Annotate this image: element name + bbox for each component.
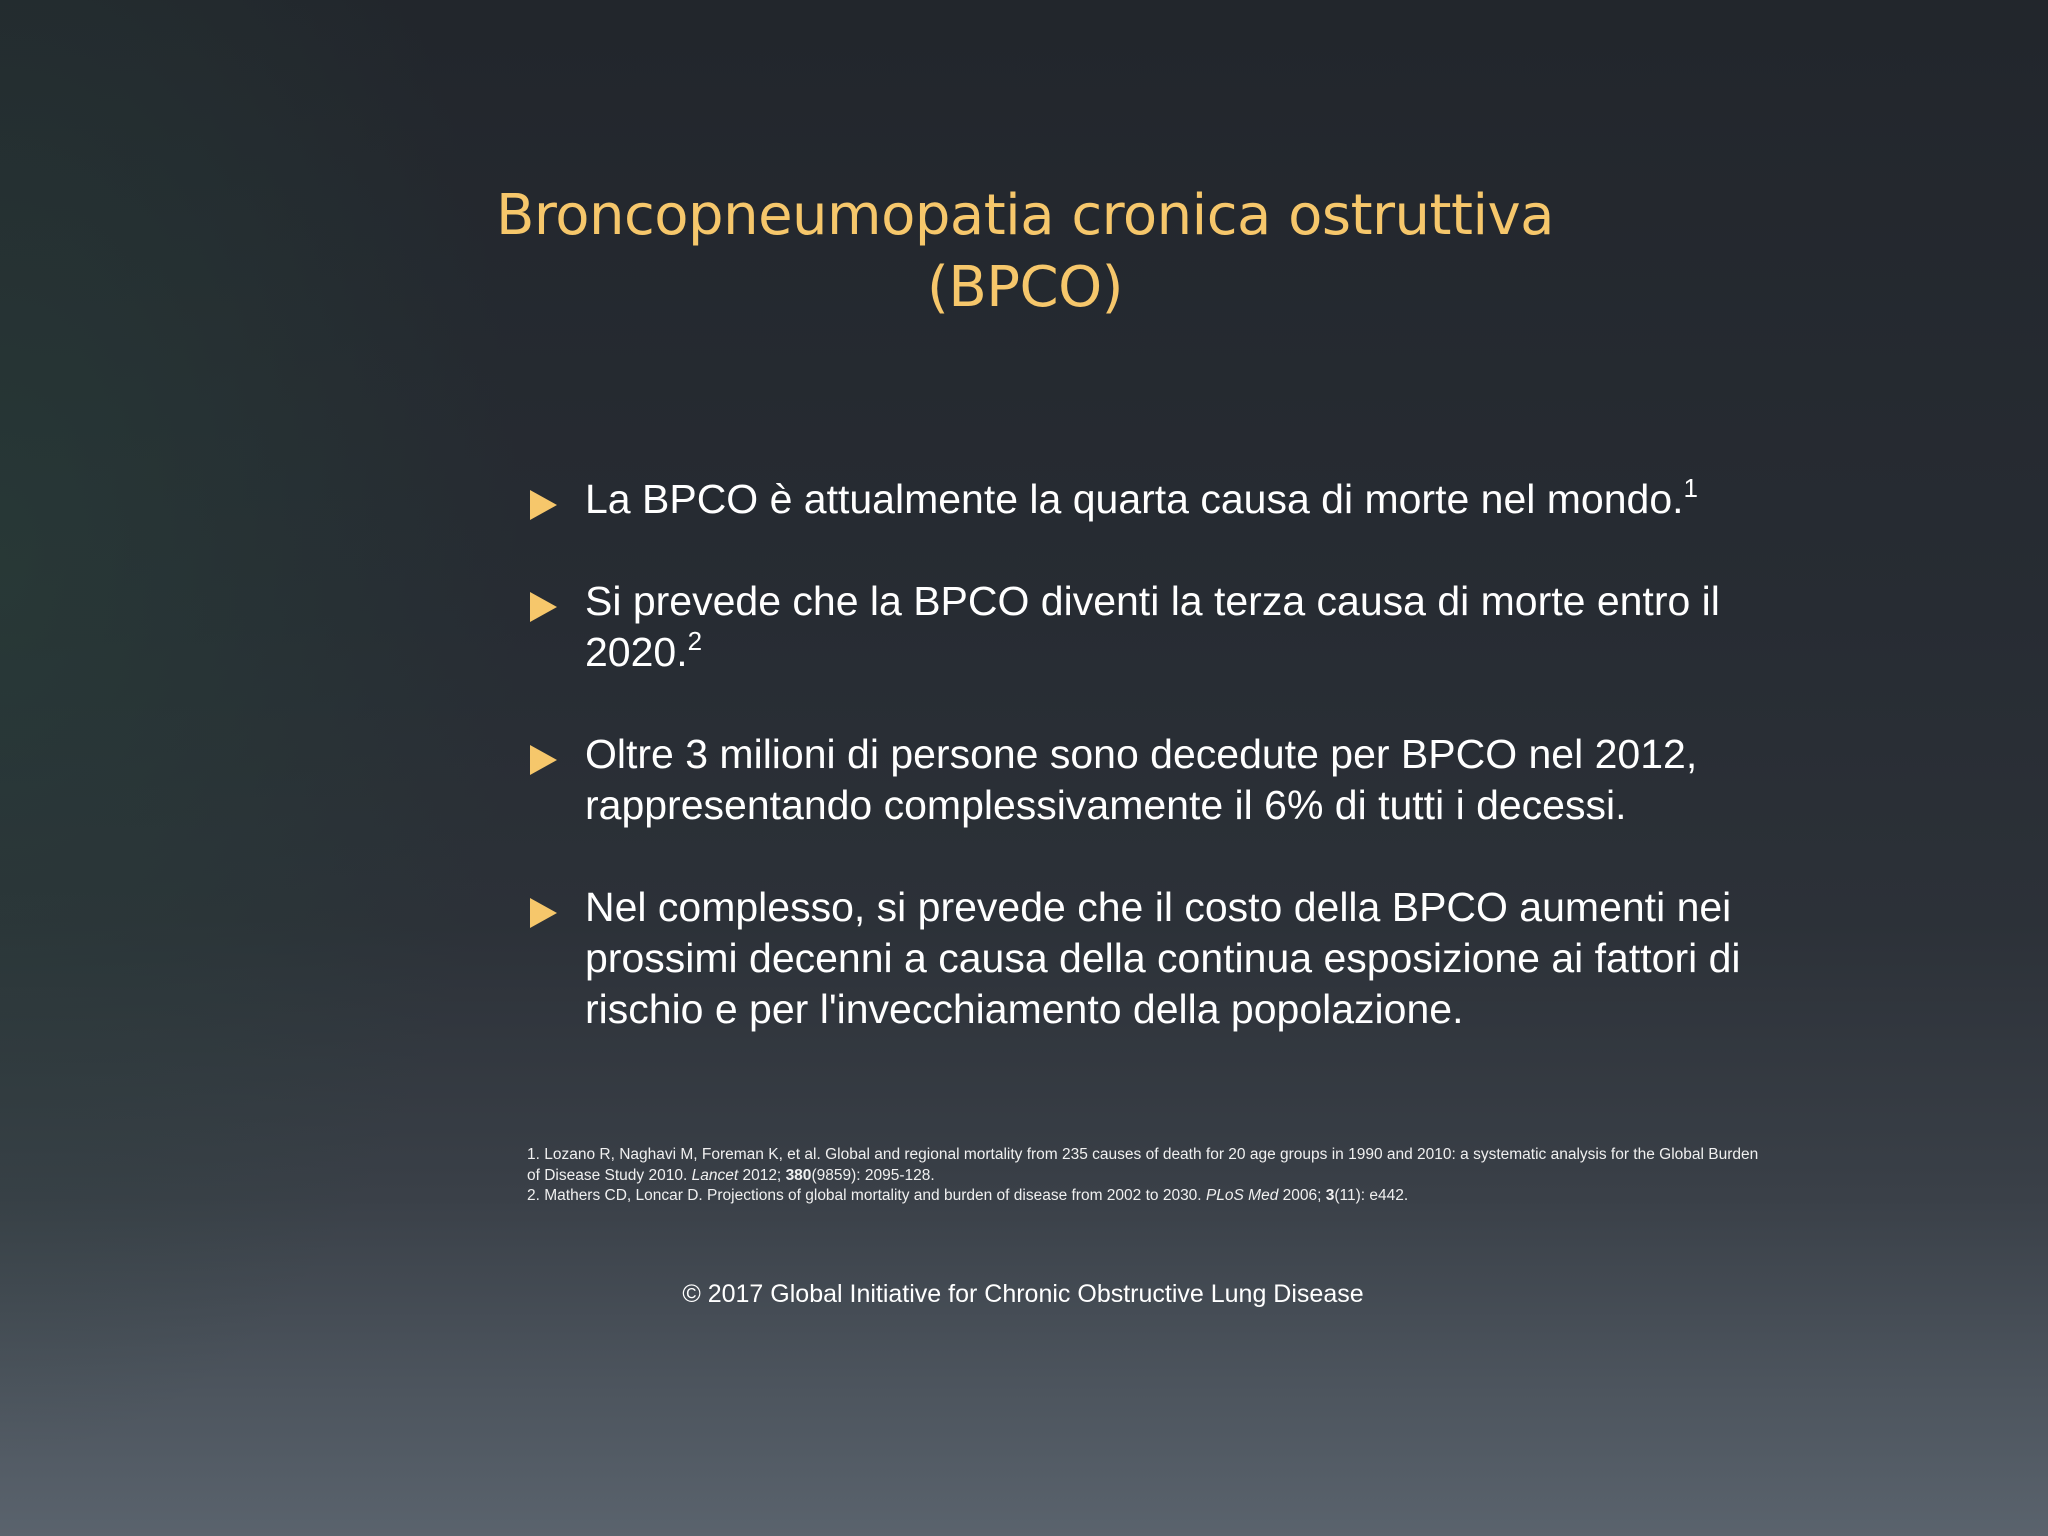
slide-title-line-1: Broncopneumopatia cronica ostruttiva (496, 183, 1554, 248)
reference-2-volume: 3 (1325, 1187, 1335, 1204)
footnote-marker: 1 (1683, 473, 1698, 503)
reference-2-text: 2. Mathers CD, Loncar D. Projections of global mortality and burden of disease from 2002 to 2030. (527, 1187, 1202, 1204)
bullet-text: Oltre 3 milioni di persone sono decedute per BPCO nel 2012, rappresentando complessivamente il 6% di tutti i decessi. (585, 731, 1698, 828)
triangle-bullet-icon (530, 745, 557, 775)
bullet-text: Si prevede che la BPCO diventi la terza causa di morte entro il 2020. (585, 578, 1720, 675)
references (527, 1145, 1767, 1207)
triangle-bullet-icon (530, 592, 557, 622)
bullet-item (530, 729, 1760, 831)
reference-1-text: 1. Lozano R, Naghavi M, Foreman K, et al. Global and regional mortality from 235 causes of death for 20 age groups in 1990 and 2010: a systematic analysis for the Global Burden of Disease Study 2010. (527, 1146, 1759, 1184)
reference-2-pages: (11): e442. (1334, 1187, 1409, 1204)
bullet-item (530, 474, 1760, 525)
slide-title-line-2: (BPCO) (926, 255, 1124, 320)
reference-1 (527, 1145, 1767, 1186)
bullet-text: La BPCO è attualmente la quarta causa di morte nel mondo. (585, 476, 1684, 522)
triangle-bullet-icon (530, 898, 557, 928)
copyright-text: © 2017 Global Initiative for Chronic Obstructive Lung Disease (682, 1280, 1364, 1308)
footnote-marker: 2 (687, 626, 703, 656)
bullet-text: Nel complesso, si prevede che il costo della BPCO aumenti nei prossimi decenni a causa della continua esposizione ai fattori di rischio e per l'invecchiamento della popolazione. (585, 884, 1741, 1032)
bullet-item (530, 576, 1760, 678)
copyright-footer (0, 1278, 2048, 1310)
reference-2-journal: PLoS Med (1205, 1187, 1279, 1204)
reference-1-journal: Lancet (691, 1166, 739, 1184)
reference-2-year: 2006; (1282, 1187, 1322, 1204)
reference-2 (527, 1186, 1767, 1207)
slide-title (420, 180, 1630, 324)
triangle-bullet-icon (530, 490, 557, 520)
reference-1-volume: 380 (785, 1166, 812, 1184)
reference-1-pages: (9859): 2095-128. (811, 1166, 935, 1184)
reference-1-year: 2012; (742, 1166, 782, 1184)
bullet-list (530, 474, 1760, 1086)
bullet-item (530, 882, 1760, 1035)
